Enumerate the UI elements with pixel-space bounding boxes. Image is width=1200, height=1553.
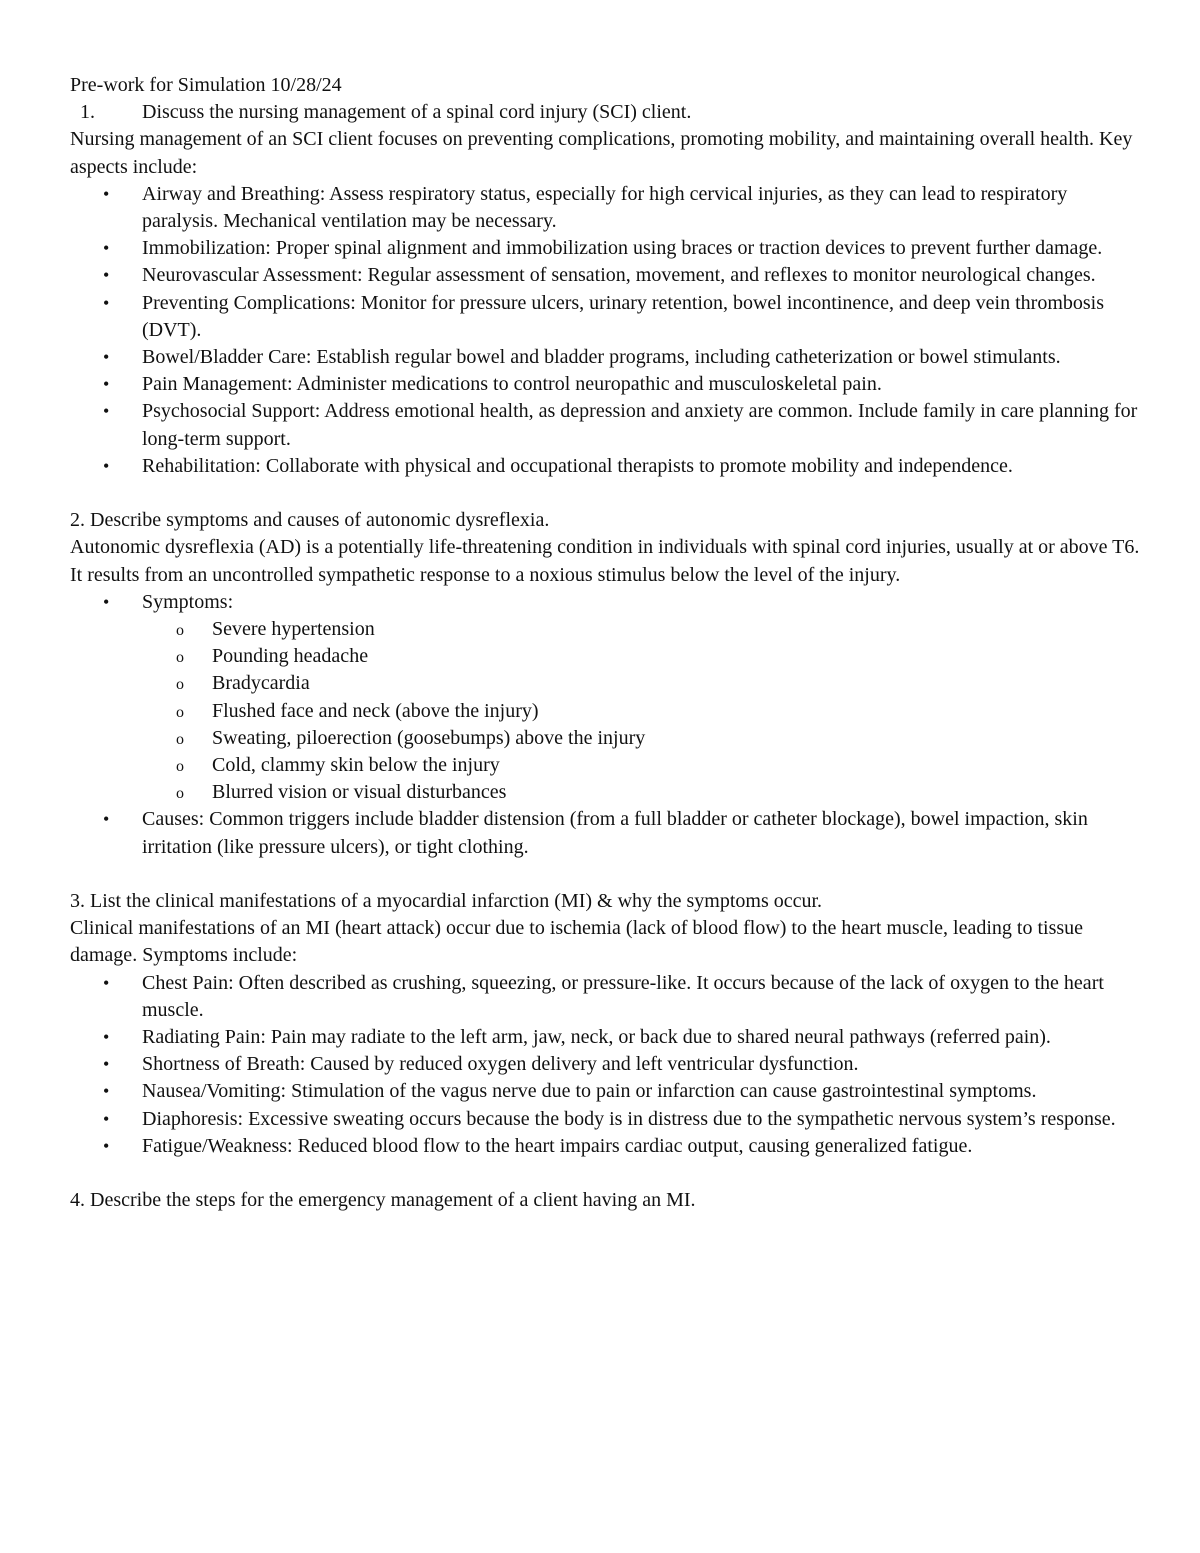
list-item: • Causes: Common triggers include bladder distension (from a full bladder or catheter blockage), bowel impaction, skin irritation (like pressure ulcers), or tight clothing. <box>103 808 1088 858</box>
question-1-list <box>70 181 1140 480</box>
bullet-icon: • <box>103 1081 110 1102</box>
bullet-icon: • <box>103 1054 110 1075</box>
list-item: • Diaphoresis: Excessive sweating occurs because the body is in distress due to the sympathetic nervous system’s response. <box>70 1106 1140 1133</box>
circle-bullet-icon: o <box>176 758 184 776</box>
question-1-number: 1. <box>80 101 95 124</box>
list-item: • Rehabilitation: Collaborate with physical and occupational therapists to promote mobility and independence. <box>70 453 1140 480</box>
sub-list-item: o Sweating, piloerection (goosebumps) above the injury <box>142 725 1140 752</box>
list-item: • Bowel/Bladder Care: Establish regular bowel and bladder programs, including catheterization or bowel stimulants. <box>70 344 1140 371</box>
bullet-icon: • <box>103 972 110 993</box>
sub-list-item: o Blurred vision or visual disturbances <box>142 779 1140 806</box>
sub-list-item: o Cold, clammy skin below the injury <box>142 752 1140 779</box>
sub-list-item: o Severe hypertension <box>142 616 1140 643</box>
bullet-icon: • <box>103 1108 110 1129</box>
bullet-icon: • <box>103 292 110 313</box>
question-1 <box>70 99 1140 126</box>
bullet-icon: • <box>103 238 110 259</box>
list-item: • Preventing Complications: Monitor for pressure ulcers, urinary retention, bowel incontinence, and deep vein thrombosis (DVT). <box>103 291 1104 341</box>
question-3-intro: Clinical manifestations of an MI (heart attack) occur due to ischemia (lack of blood flow) to the heart muscle, leading to tissue damage. Symptoms include: <box>70 917 1084 967</box>
bullet-icon: • <box>103 374 110 395</box>
question-1-intro: Nursing management of an SCI client focuses on preventing complications, promoting mobility, and maintaining overall health. Key aspects include: <box>70 128 1133 178</box>
sub-list-item: o Bradycardia <box>142 670 1140 697</box>
bullet-icon: • <box>103 591 110 612</box>
list-item: • Psychosocial Support: Address emotional health, as depression and anxiety are common. Include family in care planning for long-term support. <box>103 400 1138 450</box>
spacer <box>70 861 1140 888</box>
question-1-text: Discuss the nursing management of a spinal cord injury (SCI) client. <box>142 101 692 124</box>
symptoms-sublist <box>142 616 1140 806</box>
sub-list-item: o Flushed face and neck (above the injury) <box>142 698 1140 725</box>
question-4: 4. Describe the steps for the emergency management of a client having an MI. <box>70 1189 696 1212</box>
circle-bullet-icon: o <box>176 703 184 721</box>
question-3: 3. List the clinical manifestations of a myocardial infarction (MI) & why the symptoms occur. <box>70 890 823 913</box>
question-2: 2. Describe symptoms and causes of autonomic dysreflexia. <box>70 509 550 532</box>
bullet-icon: • <box>103 1027 110 1048</box>
question-2-list <box>70 589 1140 861</box>
circle-bullet-icon: o <box>176 730 184 748</box>
bullet-icon: • <box>103 265 110 286</box>
symptoms-label: Symptoms: <box>142 590 234 613</box>
spacer <box>70 1160 1140 1187</box>
list-item: • Pain Management: Administer medications to control neuropathic and musculoskeletal pain. <box>70 371 1140 398</box>
circle-bullet-icon: o <box>176 785 184 803</box>
bullet-icon: • <box>103 347 110 368</box>
list-item: • Fatigue/Weakness: Reduced blood flow to the heart impairs cardiac output, causing generalized fatigue. <box>70 1133 1140 1160</box>
bullet-icon: • <box>103 809 110 830</box>
list-item: • Airway and Breathing: Assess respiratory status, especially for high cervical injuries, as they can lead to respiratory paralysis. Mechanical ventilation may be necessary. <box>103 182 1068 233</box>
list-item: • Chest Pain: Often described as crushing, squeezing, or pressure-like. It occurs because of the lack of oxygen to the heart muscle. <box>103 971 1104 1021</box>
circle-bullet-icon: o <box>176 649 184 667</box>
question-3-list <box>70 970 1140 1160</box>
list-item: • Radiating Pain: Pain may radiate to the left arm, jaw, neck, or back due to shared neural pathways (referred pain). <box>70 1024 1140 1051</box>
bullet-icon: • <box>103 455 110 476</box>
bullet-icon: • <box>103 1135 110 1156</box>
bullet-icon: • <box>103 183 110 204</box>
question-2-intro: Autonomic dysreflexia (AD) is a potentially life-threatening condition in individuals with spinal cord injuries, usually at or above T6. It results from an uncontrolled sympathetic response to a noxious stimulus below the level of the injury. <box>70 536 1140 586</box>
list-item: • Shortness of Breath: Caused by reduced oxygen delivery and left ventricular dysfunction. <box>70 1051 1140 1078</box>
circle-bullet-icon: o <box>176 676 184 694</box>
circle-bullet-icon: o <box>176 622 184 640</box>
spacer <box>70 480 1140 507</box>
document-page <box>70 72 1140 1214</box>
list-item <box>70 589 1140 807</box>
bullet-icon: • <box>103 401 110 422</box>
document-title: Pre-work for Simulation 10/28/24 <box>70 74 342 96</box>
list-item: • Nausea/Vomiting: Stimulation of the vagus nerve due to pain or infarction can cause gastrointestinal symptoms. <box>70 1078 1140 1105</box>
list-item: • Immobilization: Proper spinal alignment and immobilization using braces or traction devices to prevent further damage. <box>70 235 1140 262</box>
list-item: • Neurovascular Assessment: Regular assessment of sensation, movement, and reflexes to monitor neurological changes. <box>70 262 1140 289</box>
sub-list-item: o Pounding headache <box>142 643 1140 670</box>
